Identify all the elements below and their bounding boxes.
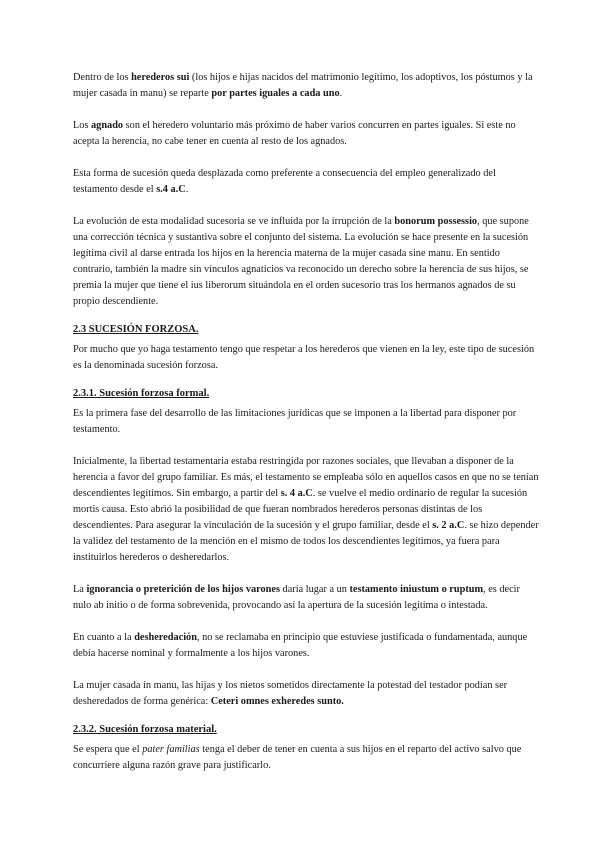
bold-term: s. 2 a.C bbox=[432, 520, 465, 531]
bold-term: testamento iniustum o ruptum bbox=[349, 584, 484, 595]
text: Es la primera fase del desarrollo de las limitaciones jurídicas que se imponen a la libertad para disponer por testamento. bbox=[73, 408, 517, 435]
text: tenga el deber de tener en cuenta a sus hijos en el reparto del activo salvo que concurriere alguna razón grave para justificarlo. bbox=[73, 744, 522, 771]
text: son el heredero voluntario más próximo de haber varios concurren en partes iguales. Si este no acepta la herencia, no cabe tener en cuenta al resto de los agnados. bbox=[73, 120, 516, 147]
paragraph-ignorancia bbox=[73, 582, 540, 614]
text: daría lugar a un bbox=[279, 584, 350, 595]
bold-term: agnado bbox=[91, 120, 124, 131]
bold-term: desheredación bbox=[134, 632, 197, 643]
bold-term: ignorancia o preterición de los hijos varones bbox=[86, 584, 280, 595]
bold-term: s. 4 a.C bbox=[280, 488, 313, 499]
text: (los hijos e hijas nacidos del matrimonio legítimo, los adoptivos, los póstumos y la mujer casada in manu) se reparte bbox=[73, 72, 533, 99]
text: Por mucho que yo haga testamento tengo que respetar a los herederos que vienen en la ley, este tipo de sucesión es la denominada sucesión forzosa. bbox=[73, 344, 535, 371]
italic-term: pater familias bbox=[142, 744, 200, 755]
text: , es decir nulo ab initio o de forma sobrevenida, provocando así la apertura de la sucesión legítima o intestada. bbox=[73, 584, 520, 611]
section-heading-forzosa-material: 2.3.2. Sucesión forzosa material. bbox=[73, 724, 217, 735]
bold-term: bonorum possessio bbox=[394, 216, 478, 227]
paragraph-desplazada bbox=[73, 166, 540, 198]
paragraph-evolucion bbox=[73, 214, 540, 310]
paragraph-desheredacion bbox=[73, 630, 540, 662]
text: Dentro de los bbox=[73, 72, 132, 83]
paragraph-pater-familias bbox=[73, 742, 540, 774]
paragraph-herederos-sui bbox=[73, 70, 540, 102]
paragraph-mujer-casada bbox=[73, 678, 540, 710]
section-heading-forzosa-formal: 2.3.1. Sucesión forzosa formal. bbox=[73, 388, 210, 399]
bold-term: herederos sui bbox=[131, 72, 190, 83]
text: Se espera que el bbox=[73, 744, 143, 755]
text: . se hizo depender la validez del testamento de la mención en el mismo de todos los descendientes legítimos, ya fuera para instituirlos herederos o desheredarlos. bbox=[73, 520, 539, 563]
paragraph-inicialmente bbox=[73, 454, 540, 566]
paragraph-primera-fase bbox=[73, 406, 540, 438]
text: , no se reclamaba en principio que estuviese justificada o fundamentada, aunque debía hacerse nominal y formalmente a los hijos varones. bbox=[73, 632, 528, 659]
section-heading-sucesion-forzosa: 2.3 SUCESIÓN FORZOSA. bbox=[73, 324, 199, 335]
text: Esta forma de sucesión queda desplazada como preferente a consecuencia del empleo generalizado del testamento desde el bbox=[73, 168, 496, 195]
paragraph-sucesion-forzosa bbox=[73, 342, 540, 374]
bold-term: Ceteri omnes exheredes sunto. bbox=[210, 696, 344, 707]
text: . bbox=[339, 88, 343, 99]
text: Los bbox=[73, 120, 92, 131]
paragraph-agnados bbox=[73, 118, 540, 150]
text: La bbox=[73, 584, 87, 595]
text: La mujer casada in manu, las hijas y los nietos sometidos directamente la potestad del testador podían ser desheredados de forma genérica: bbox=[73, 680, 508, 707]
text: Inicialmente, la libertad testamentaria estaba restringida por razones sociales, que llevaban a disponer de la herencia a favor del grupo familiar. Es más, el testamento se empleaba sólo en aquellos casos en que no se tenían descendientes legítimos. Sin embargo, a partir del bbox=[73, 456, 539, 499]
text: La evolución de esta modalidad sucesoria se ve influida por la irrupción de la bbox=[73, 216, 395, 227]
text: . bbox=[185, 184, 189, 195]
text: En cuanto a la bbox=[73, 632, 135, 643]
text: , que supone una corrección técnica y sustantiva sobre el conjunto del sistema. La evolución se hace presente en la sucesión legítima civil al darse entrada los hijos en la herencia materna de la mujer casada sine manu. En sentido contrario, también la madre sin vínculos agnaticios va reconocido un derecho sobre la herencia de sus hijos, se premia la mujer que tiene el ius liberorum situándola en el orden sucesorio tras los hermanos agnados de su propio descendiente. bbox=[73, 216, 529, 307]
text: . se vuelve el medio ordinario de regular la sucesión mortis causa. Esto abrió la posibilidad de que fueran nombrados herederos personas distintas de los descendientes. Para asegurar la vinculación de la sucesión y el grupo familiar, desde el bbox=[73, 488, 528, 531]
bold-term: s.4 a.C bbox=[156, 184, 186, 195]
bold-term: por partes iguales a cada uno bbox=[211, 88, 340, 99]
